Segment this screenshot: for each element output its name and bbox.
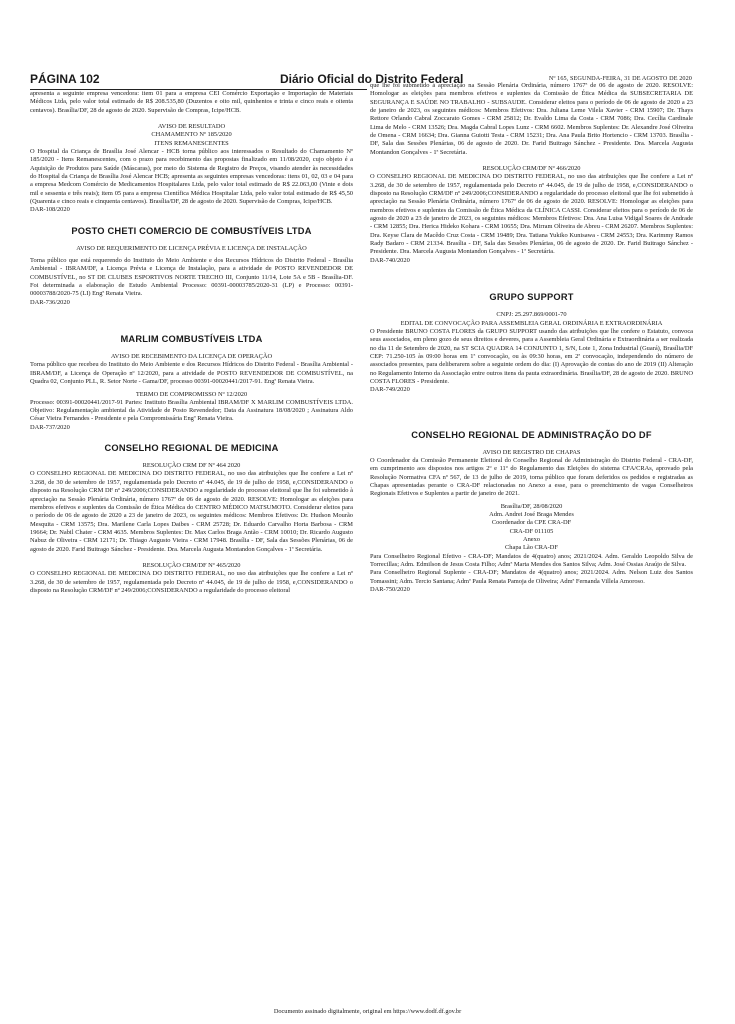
section-title: GRUPO SUPPORT: [489, 292, 574, 303]
paragraph: O Presidente BRUNO COSTA FLORES da GRUPO SUPPORT usando das atribuições que lhe confere o Estatuto, convoca seus associados, em pleno gozo de seus direitos e deveres, para a Assembleia Geral Ordinária e Extraordinária a ser realizada no dia 11 de Setembro de 2020, na ST SCIA QUADRA 14 CONJUNTO 1, S/N, Lote 1, Zona Industrial (Guará), Brasília/DF CEP: 71.250-105 às 09:00 horas em 1ª convocação, ou às 09:30 horas, em 2ª convocação, independendo do número de associados presentes, para deliberarem sobre a seguinte ordem do dia: (I) Aprovação de contas do ano de 2019 (II) Alteração no Regulamento Interno da Associação entre outros itens da pauta extraordinária. Brasília/DF, 28 de agosto de 2020. BRUNO COSTA FLORES - Presidente.: [370, 327, 693, 385]
section-subtitle: RESOLUÇÃO CRM/DF Nº 466/2020: [482, 165, 581, 173]
section-subtitle: AVISO DE REGISTRO DE CHAPAS: [482, 448, 581, 456]
signature-line: Brasília/DF, 28/08/2020: [500, 502, 563, 510]
section-subtitle: AVISO DE REQUERIMENTO DE LICENÇA PRÉVIA E LICENÇA DE INSTALAÇÃO: [76, 244, 307, 252]
notice-heading: ITENS REMANESCENTES: [154, 139, 229, 147]
notice-heading: AVISO DE RESULTADO: [157, 123, 226, 131]
issue-info: Nº 165, SEGUNDA-FEIRA, 31 DE AGOSTO DE 2020: [548, 75, 692, 82]
paragraph: O Coordenador da Comissão Permanente Eleitoral do Conselho Regional de Administração do Distrito Federal - CRA-DF, em cumprimento aos dispostos nos artigos 2º e 11º do Regulamento das Eleições do sistema CFA/CRAs, aprovado pela Resolução Normativa CFA nº 567, de 13 de julho de 2019, torna público que foram deferidos os pedidos e registradas as Chapas apresentadas perante o CRA-DF relacionadas no Anexo a esse, para o preenchimento de vagas Conselheiros Regionais Efetivos e Suplentes a partir de janeiro de 2021.: [370, 456, 693, 498]
dar-code: DAR-737/2020: [30, 423, 70, 431]
publication-title: Diário Oficial do Distrito Federal: [280, 72, 464, 86]
section-subtitle: EDITAL DE CONVOCAÇÃO PARA ASSEMBLEIA GERAL ORDINÁRIA E EXTRAORDINÁRIA: [400, 319, 663, 327]
dar-code: DAR-108/2020: [30, 206, 70, 214]
page-footer: Documento assinado digitalmente, original em https://www.dodf.df.gov.br: [273, 1008, 462, 1015]
paragraph: Para Conselheiro Regional Efetivo - CRA-DF; Mandatos de 4(quatro) anos; 2021/2024. Adm. Geraldo Leopoldo Silva de Torrecillas; Adm. Edmilson de Jesus Costa Filho; Admª Marta Mendes dos Santos Silva; Adm. José Ossias Araújo de Silva.: [370, 552, 693, 569]
paragraph: apresenta a seguinte empresa vencedora: item 01 para a empresa CEI Comércio Exportação e Importação de Materiais Médicos Ltda, pelo valor total estimado de R$ 208.535,80 (Duzentos e oito mil, quinhentos e trinta e cinco reais e oitenta centavos). Brasília/DF, 28 de agosto de 2020. Supervisão de Compras, Icipe/HCB.: [30, 90, 353, 114]
paragraph: O Hospital da Criança de Brasília José Alencar - HCB torna público aos interessados o Resultado do Chamamento Nº 185/2020 - Itens Remanescentes, com o prazo para recebimento das propostas finalizado em 11/08/2020, cujo objeto é a Aquisição de Produtos para Saúde (Máscaras), por meio do Sistema de Registro de Preços, visando atender às necessidades do Hospital da Criança de Brasília José Alencar HCB; apresenta as seguintes empresas vencedoras: itens 01, 02, 03 e 04 para a empresa Medcom Comércio de Medicamentos Hospitalares Ltda, pelo valor total estimado de R$ 22.063,00 (Vinte e dois mil e sessenta e três reais); item 05 para a empresa Científica Médica Hospitalar Ltda, pelo valor total estimado de R$ 45,50 (Quarenta e cinco reais e cinquenta centavos). Brasília/DF, 28 de agosto de 2020. Supervisão de Compras, Icipe/HCB.: [30, 148, 353, 206]
right-column: [370, 82, 693, 594]
section-title: MARLIM COMBUSTÍVEIS LTDA: [120, 334, 263, 345]
paragraph: O CONSELHO REGIONAL DE MEDICINA DO DISTRITO FEDERAL, no uso das atribuições que lhe confere a Lei nº 3.268, de 30 de setembro de 1957, regulamentada pelo Decreto nº 44.045, de 19 de julho de 1958, e,CONSIDERANDO o disposto na Resolução CRM/DF nº 249/2006;CONSIDERANDO a regularidade do processo eleitoral: [30, 570, 353, 594]
section-subtitle: AVISO DE RECEBIMENTO DA LICENÇA DE OPERAÇÃO: [110, 353, 273, 361]
section-subtitle: TERMO DE COMPROMISSO Nº 12/2020: [135, 390, 248, 398]
dar-code: DAR-749/2020: [370, 386, 410, 394]
signature-line: CRA-DF 011105: [509, 527, 554, 535]
slate-name: Chapa Lão CRA-DF: [505, 544, 558, 552]
paragraph: Torna público que recebeu do Instituto do Meio Ambiente e dos Recursos Hídricos do Distrito Federal - Brasília Ambiental - IBRAM/DF, a Licença de Operação nº 12/2020, para a atividade de POSTO REVENDEDOR DE COMBUSTÍVEL, na Quadra 02, Conjunto PLL, R. Setor Norte - Gama/DF, processo 00391-00020441/2017-91. Engª Renata Vieira.: [30, 361, 353, 386]
dar-code: DAR-740/2020: [370, 256, 410, 264]
cnpj: CNPJ: 25.297.869/0001-70: [496, 311, 567, 319]
section-title: CONSELHO REGIONAL DE ADMINISTRAÇÃO DO DF: [411, 429, 652, 440]
section-subtitle: RESOLUÇÃO CRM DF Nº 464 2020: [142, 462, 241, 470]
paragraph: O CONSELHO REGIONAL DE MEDICINA DO DISTRITO FEDERAL, no uso das atribuições que lhe confere a Lei nº 3.268, de 30 de setembro de 1957, regulamentada pelo Decreto nº 44.045, de 19 de julho de 1958, e,CONSIDERANDO o disposto na Resolução CRM DF nº 249/2006;CONSIDERANDO a regularidade do processo eleitoral que lhe foi submetido à apreciação na Sessão Plenária Ordinária, número 1767ª de 06 de agosto de 2020. RESOLVE: Homologar as eleições para membros efetivos e suplentes da Comissão de Ética Médica do CENTRO MÉDICO MATSUMOTO. Considerar eleitos para o período de 06 de agosto de 2020 a 23 de janeiro de 2023, os seguintes médicos: Membros Efetivos: Dr. Hudson Mourão Mesquita - CRM 13575; Dra. Marilene Carla Lopes Daibes - CRM 25728; Dr. Eduardo Carvalho Horta Barbosa - CRM 19664; Dr. Nabil Chater - CRM 4635. Membros Suplentes: Dr. Max Carlos Braga Antão - CRM 10010; Dr. Ricardo Augusto Nabuz de Oliveira - CRM 12171; Dr. Thiago Augusto Vieira - CRM 17948. Brasília - DF, Sala das Sessões Plenárias, 06 de agosto de 2020. Farid Buitrago Sánchez - Presidente. Dra. Marcela Augusta Montandon Gonçalves - 1ª Secretária.: [30, 470, 353, 553]
left-column: [30, 90, 353, 595]
annex-label: Anexo: [522, 536, 541, 543]
signature-line: Coordenador da CPE CRA-DF: [491, 519, 572, 527]
page-number: PÁGINA 102: [30, 72, 100, 86]
notice-heading: CHAMAMENTO Nº 185/2020: [151, 131, 232, 139]
section-subtitle: RESOLUÇÃO CRM/DF Nº 465/2020: [142, 561, 241, 569]
paragraph: O CONSELHO REGIONAL DE MEDICINA DO DISTRITO FEDERAL, no uso das atribuições que lhe confere a Lei nº 3.268, de 30 de setembro de 1957, regulamentada pelo Decreto nº 44.045, de 19 de julho de 1958, e,CONSIDERANDO o disposto na Resolução CRM/DF nº 249/2006;CONSIDERANDO a regularidade do processo eleitoral que lhe foi submetido à apreciação na Sessão Plenária Ordinária, número 1767ª de 06 de agosto de 2020. RESOLVE: Homologar as eleições para membros efetivos e suplentes da Comissão de Ética Médica da CLÍNICA CASSI. Considerar eleitos para o período de 06 de agosto de 2020 a 23 de janeiro de 2023, os seguintes médicos: Membros Efetivos: Dra. Ana Luisa Vidigal Soares de Andrade - CRM 12855; Dra. Herica Hideko Kohara - CRM 10655; Dra. Mirram Oliveira de Abreu - CRM 26207. Membros Suplentes: Dra. Keyse Clara de Macêdo Cruz Costa - CRM 19489; Dra. Tatiana Yukiko Kunisawa - CRM 24553; Dra. Karimmy Ramos Rady Badaro - CRM 21334. Brasília - DF, Sala das Sessões Plenárias, 06 de agosto de 2020. Dr. Farid Buitrago Sánchez - Presidente. Dra. Marcela Augusta Montandon Gonçalves - 1ª Secretária.: [370, 173, 693, 256]
paragraph: que lhe foi submetido à apreciação na Sessão Plenária Ordinária, número 1767ª de 06 de agosto de 2020. RESOLVE: Homologar as eleições para membros efetivos e suplentes da Comissão de Ética Médica da SUBSECRETARIA DE SEGURANÇA E SAÚDE NO TRABALHO - SUBSAUDE. Considerar eleitos para o período de 06 de agosto de 2020 a 23 de janeiro de 2023, os seguintes médicos: Membros Efetivos: Dra. Juliana Leme Vilela Xavier - CRM 15907; Dr. Thays Rettore Orlando Cabral Zoccarato Gomes - CRM 25812; Dr. Evaldo Lima da Costa - CRM 7086; Dra. Cecília Cardinale Lima de Melo - CRM 13526; Dra. Magda Cabral Lopes Lunz - CRM 6602. Membros Suplentes: Dr. Alexandre José Oliveira de Omena - CRM 16634; Dra. Gianna Guiotti Testa - CRM 15231; Dra. Ana Paula Brito Hortencio - CRM 13703. Brasília - DF, Sala das Sessões Plenárias, 06 de agosto de 2020. Dr. Farid Buitrago Sánchez - Presidente. Dra. Marcela Augusta Montandon Gonçalves - 1ª Secretária.: [370, 82, 693, 156]
dar-code: DAR-750/2020: [370, 586, 410, 594]
dar-code: DAR-736/2020: [30, 298, 70, 306]
section-title: POSTO CHETI COMERCIO DE COMBUSTÍVEIS LTDA: [71, 225, 312, 236]
section-title: CONSELHO REGIONAL DE MEDICINA: [104, 443, 279, 454]
paragraph: Para Conselheiro Regional Suplente - CRA-DF; Mandatos de 4(quatro) anos; 2021/2024. Adm. Nelson Luiz dos Santos Tomassini; Adm. Tercio Santana; Admª Paula Renata Pamoja de Oliveira; Admª Fernanda Villela Amoroso.: [370, 569, 693, 585]
paragraph: Processo: 00391-00020441/2017-91 Partes: Instituto Brasília Ambiental IBRAM/DF X MARLIM COMBUSTÍVEIS LTDA. Objetivo: Regulamentação ambiental da Atividade de Posto Revendedor; Data da Assinatura 18/08/2020 ; Assinatura Aldo César Vieira Fernandes - Presidente e pela Compromissária Engª Renata Vieira.: [30, 398, 353, 423]
paragraph: Torna público que está requerendo do Instituto do Meio Ambiente e dos Recursos Hídricos do Distrito Federal - Brasília Ambiental - IBRAM/DF, a Licença Prévia e Licença de Instalação, para a atividade de POSTO REVENDEDOR DE COMBUSTÍVEL, no ST DE CLUBES ESPORTIVOS NORTE TRECHO III, Conjunto 11/14, Lote 5A e 5B - Brasília-DF. Foi determinada a elaboração de Estudo Ambiental Processo: 00391-00003785/2020-31 (LP) e Processo: 00391-00003788/2020-75 (LI) Engª Renata Vieira.: [30, 257, 353, 298]
signature-line: Adm. Andrei José Braga Mendes: [489, 510, 574, 518]
